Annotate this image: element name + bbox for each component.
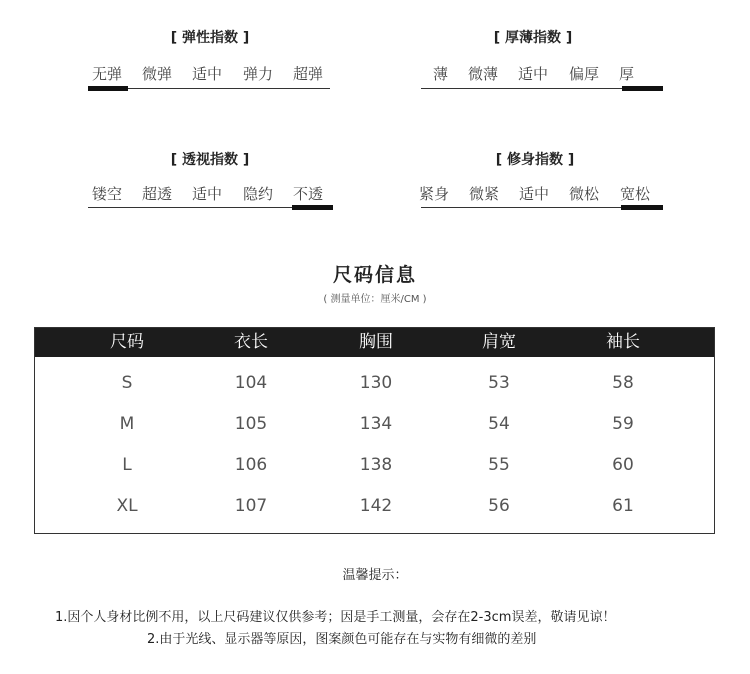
elasticity-scale-title: [ 弹性指数 ] [170,30,250,46]
thickness-scale-title: [ 厚薄指数 ] [493,30,573,46]
table-cell: M [119,414,135,434]
table-cell: 106 [234,455,268,475]
header-shoulder: 肩宽 [482,332,516,352]
notice-line-1: 1.因个人身材比例不用，以上尺码建议仅供参考；因是手工测量，会存在2-3cm误差，敬请见谅！ [55,610,616,625]
elasticity-option: 无弹 [92,65,123,83]
header-bust: 胸围 [359,332,393,352]
table-row [35,363,714,404]
fit-selected-marker [621,205,663,210]
elasticity-option: 弹力 [243,65,274,83]
thickness-option: 厚 [619,65,635,83]
table-cell: 105 [234,414,268,434]
table-cell: 104 [234,373,268,393]
table-cell: XL [116,496,138,516]
thickness-option: 微薄 [468,65,499,83]
table-cell: 138 [359,455,393,475]
header-sleeve: 袖长 [606,332,640,352]
size-info-title: 尺码信息 [332,264,417,286]
elasticity-option: 超弹 [293,65,324,83]
table-cell: 54 [488,414,510,434]
transparency-scale-title: [ 透视指数 ] [170,152,250,168]
table-cell: 56 [488,496,510,516]
thickness-option: 薄 [433,65,449,83]
fit-option: 适中 [519,185,550,203]
table-cell: 59 [612,414,634,434]
thickness-selected-marker [622,86,663,91]
fit-options [405,183,665,203]
transparency-selected-marker [292,205,333,210]
table-row [35,486,714,527]
fit-option: 微松 [569,185,600,203]
transparency-option: 镂空 [92,185,123,203]
transparency-options [80,183,340,203]
table-cell: 60 [612,455,634,475]
transparency-option: 不透 [293,185,324,203]
size-table [34,327,715,534]
notice-line-2: 2.由于光线、显示器等原因，图案颜色可能存在与实物有细微的差别 [147,632,537,647]
fit-option: 宽松 [620,185,651,203]
table-cell: 134 [359,414,393,434]
table-cell: 53 [488,373,510,393]
table-cell: 130 [359,373,393,393]
table-cell: 107 [234,496,268,516]
table-cell: S [121,373,133,393]
header-length: 衣长 [234,332,268,352]
fit-option: 微紧 [469,185,500,203]
fit-option: 紧身 [419,185,450,203]
transparency-option: 适中 [192,185,223,203]
thickness-option: 偏厚 [569,65,600,83]
table-cell: 142 [359,496,393,516]
fit-scale-title: [ 修身指数 ] [495,152,575,168]
table-cell: 58 [612,373,634,393]
notice-title: 温馨提示： [342,568,408,583]
table-row [35,404,714,445]
transparency-option: 隐约 [243,185,274,203]
elasticity-options [80,63,340,83]
thickness-option: 适中 [518,65,549,83]
table-cell: 55 [488,455,510,475]
elasticity-selected-marker [88,86,128,91]
transparency-option: 超透 [142,185,173,203]
size-info-unit: ( 测量单位：厘米/CM ) [323,294,427,305]
table-cell: 61 [612,496,634,516]
size-table-header [35,328,714,357]
header-size: 尺码 [110,332,144,352]
table-row [35,445,714,486]
table-cell: L [122,455,132,475]
elasticity-option: 适中 [192,65,223,83]
thickness-options [403,63,663,83]
elasticity-option: 微弹 [142,65,173,83]
